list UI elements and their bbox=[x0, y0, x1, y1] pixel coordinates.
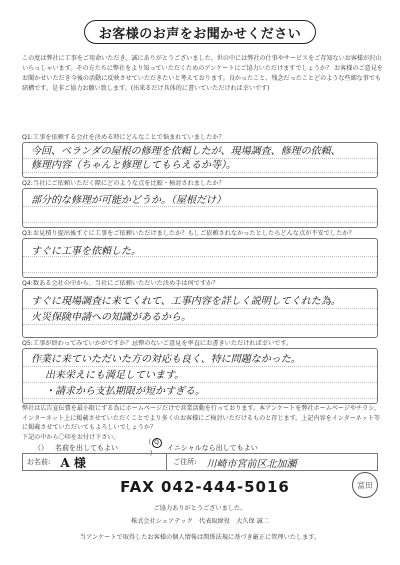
question-label: Q2:当社にご依頼いただく際にどのような点を比較・検討されましたか？ bbox=[22, 180, 225, 187]
thanks-text: ご協力ありがとうございました。 bbox=[153, 505, 247, 512]
answer-text: すぐに工事を依頼した。 bbox=[31, 246, 141, 257]
answer-text: すぐに現場調査に来てくれて、工事内容を詳しく説明してくれた為。 bbox=[31, 296, 341, 307]
answer-text: 今回、ベランダの屋根の修理を依頼したが、現場調査、修理の依頼、 bbox=[31, 146, 341, 157]
customer-info-row bbox=[22, 453, 378, 471]
question-2 bbox=[22, 180, 378, 228]
consent-instruction: 下記の中から〇印をお付け下さい。 bbox=[22, 433, 120, 441]
answer-text: 作業に来ていただいた方の対応も良く、特に問題なかった。 bbox=[31, 354, 301, 365]
answer-text: 部分的な修理が可能かどうか。（屋根だけ） bbox=[31, 195, 226, 206]
answer-box[interactable] bbox=[22, 142, 378, 178]
choice-label: 名前を出してもよい bbox=[55, 443, 118, 452]
hanko-stamp: 富田 bbox=[352, 472, 378, 498]
answer-box[interactable] bbox=[22, 288, 378, 338]
question-3 bbox=[22, 230, 378, 278]
company-text: 株式会社シェアテック 代表取締役 大久保 誠二 bbox=[131, 518, 269, 525]
name-label: お名前: bbox=[27, 458, 51, 466]
choice-initial-ok[interactable]: （ Q） イニシャルなら出してもよい bbox=[144, 438, 258, 457]
consent-body: 弊社は広告宣伝費を最小限にする為にホームページだけで営業活動を行っております。本アンケートを弊社ホームページやチラシ、インターネット上に掲載させていただくことでより多くのお客様にご検討いただけるものと存じます。上記内容をインターネット等に掲載させていただいてもよろしいでしょうか？ bbox=[22, 405, 380, 431]
answer-text: 修理内容（ちゃんと修理してもらえるか等）。 bbox=[31, 160, 236, 171]
answer-line bbox=[23, 209, 377, 223]
answer-box[interactable] bbox=[22, 348, 378, 404]
question-label: Q4:数ある会社の中から、当社にご依頼いただいた決め手は何ですか？ bbox=[22, 280, 219, 287]
intro-text: この度は弊社に工事をご用命いただき、誠にありがとうございました。世の中には弊社の仕事やサービスをご存知ないお客様が沢山いらっしゃいます。その方たちに弊社をより知っていただくためのアンケートにご協力いただけますでしょうか？ お客様のご意見をお聞かせいただき今後の活動に反映させていただきたいと考えております。良かったこと、残念だったことどのような些細な事でも結構です。是非ご協力お願い致します。(出来るだけ具体的に書いていただければ幸いです) bbox=[22, 55, 383, 92]
page-title: お客様のお声をお聞かせください bbox=[84, 20, 316, 44]
question-label: Q5:工事が終わってみていかがですか？忌憚のないご意見を率直にお書きいただければ幸いです。 bbox=[22, 340, 293, 347]
answer-text: 火災保険申請への知識があるから。 bbox=[31, 312, 191, 323]
circle-mark-icon: Q bbox=[152, 438, 162, 448]
question-5 bbox=[22, 340, 378, 404]
answer-line bbox=[23, 259, 377, 273]
question-label: Q3:お見積り提出後すぐに工事をご依頼いただけましたか？もしご依頼されなかったとしたらどんな点が不安でしたか？ bbox=[22, 230, 355, 237]
divider bbox=[166, 453, 167, 471]
privacy-text: 当アンケートで取得したお客様の個人情報は関係法規に基づき厳正に管理いたします。 bbox=[79, 534, 321, 541]
answer-text: 出来栄えにも満足しています。 bbox=[45, 370, 185, 381]
fax-number: FAX 042-444-5016 bbox=[120, 478, 290, 496]
answer-box[interactable] bbox=[22, 188, 378, 228]
question-label: Q1:工事を依頼する会社を決める時にどんなことで悩まれていましたか？ bbox=[22, 134, 225, 141]
address-label: ご住所: bbox=[173, 458, 197, 466]
choice-label: イニシャルなら出してもよい bbox=[167, 443, 258, 452]
question-1 bbox=[22, 134, 378, 178]
address-field[interactable]: 川崎市宮前区北加瀬 bbox=[206, 458, 297, 470]
choice-name-ok[interactable]: （） 名前を出してもよい bbox=[34, 443, 118, 452]
answer-text: ・請求から支払期限が短かすぎる。 bbox=[45, 386, 205, 397]
name-field[interactable]: A 様 bbox=[60, 455, 86, 470]
answer-box[interactable] bbox=[22, 238, 378, 278]
question-4 bbox=[22, 280, 378, 338]
